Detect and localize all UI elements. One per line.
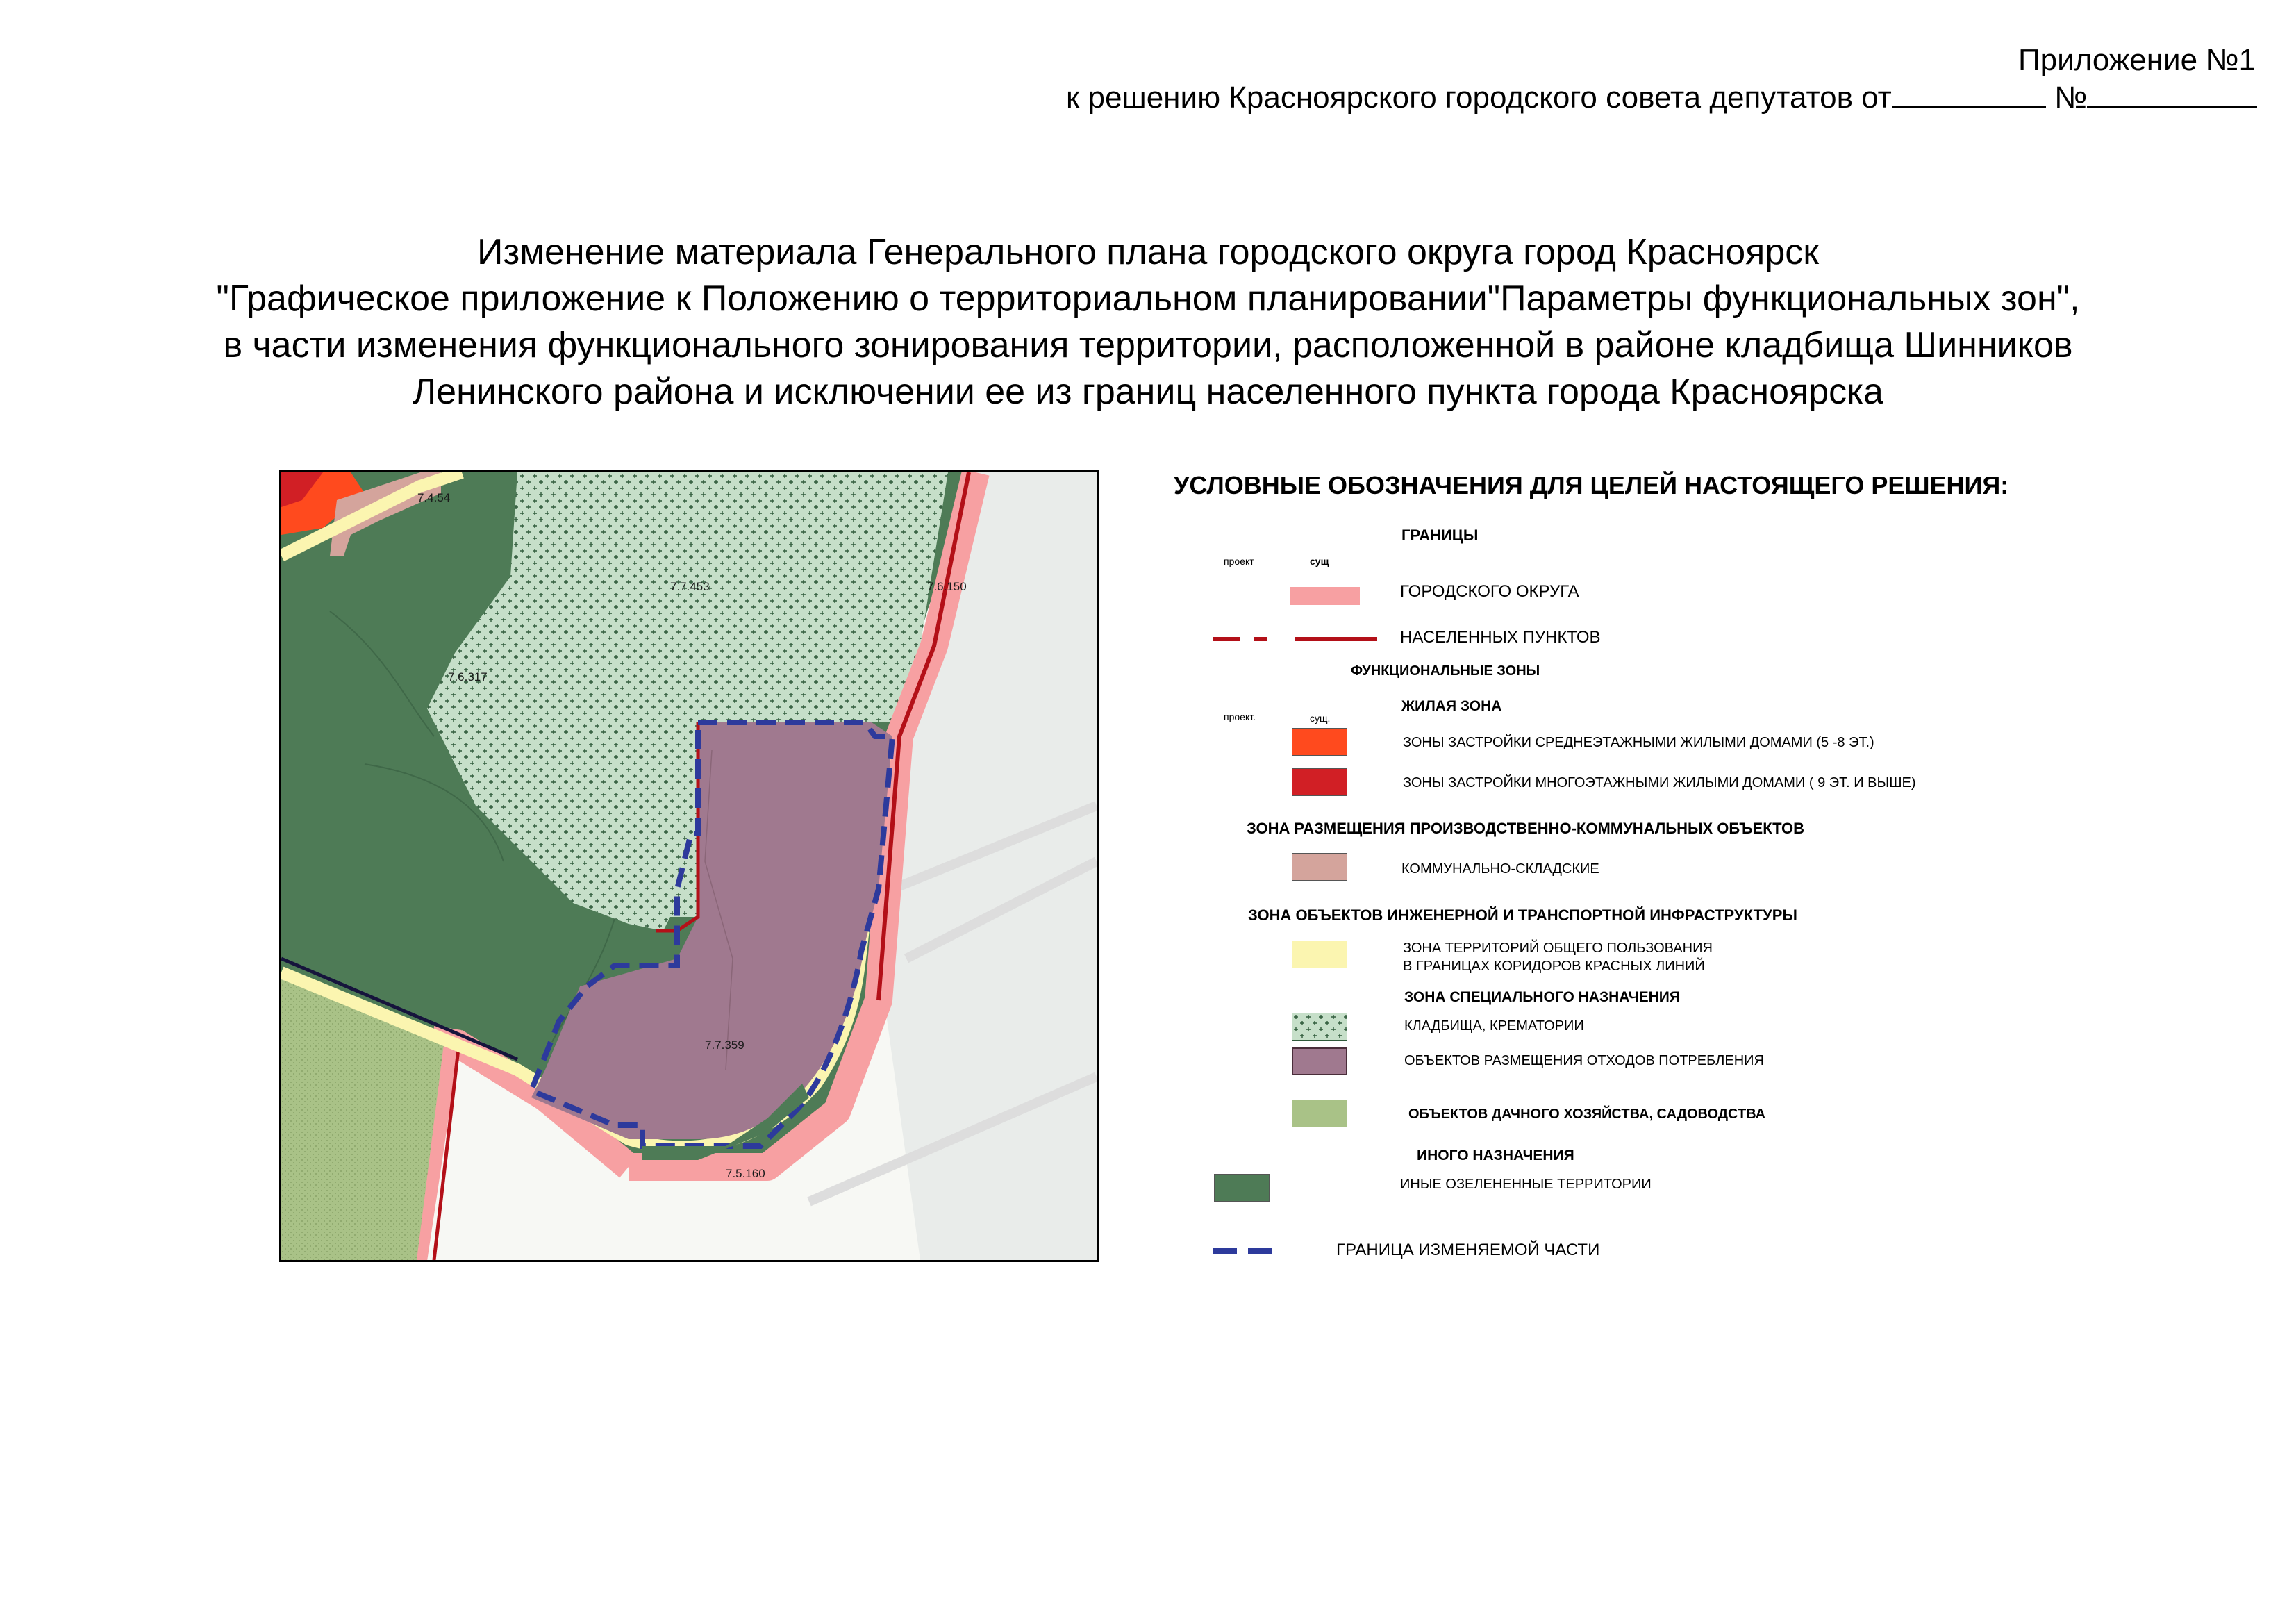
legend-swatch-waste — [1292, 1047, 1347, 1075]
legend-col-project: проект — [1224, 556, 1254, 567]
document-title — [0, 229, 2296, 415]
legend-high-rise: ЗОНЫ ЗАСТРОЙКИ МНОГОЭТАЖНЫМИ ЖИЛЫМИ ДОМАМИ ( 9 ЭТ. И ВЫШЕ) — [1403, 775, 1916, 790]
legend-change-border-line — [1212, 1245, 1274, 1257]
legend-special: ЗОНА СПЕЦИАЛЬНОГО НАЗНАЧЕНИЯ — [1404, 989, 1680, 1005]
zone-label-4: 7.6.317 — [448, 670, 488, 683]
zone-label-1: 7.4.54 — [417, 491, 451, 504]
legend-settlement-lines — [1212, 632, 1379, 646]
title-line-3: в части изменения функционального зонирования территории, расположенной в районе кладбища Шинников — [223, 325, 2073, 365]
legend-swatch-garden — [1292, 1100, 1347, 1127]
legend-green: ИНЫЕ ОЗЕЛЕНЕННЫЕ ТЕРРИТОРИИ — [1400, 1177, 1652, 1192]
legend-change-border: ГРАНИЦА ИЗМЕНЯЕМОЙ ЧАСТИ — [1336, 1241, 1600, 1259]
decision-line — [1066, 78, 2257, 115]
legend-title: УСЛОВНЫЕ ОБОЗНАЧЕНИЯ ДЛЯ ЦЕЛЕЙ НАСТОЯЩЕГО РЕШЕНИЯ: — [1174, 471, 2009, 499]
number-sign: № — [2054, 81, 2088, 115]
legend-col-project2: проект. — [1224, 711, 1256, 722]
legend-swatch-green — [1214, 1174, 1270, 1202]
legend-settlements: НАСЕЛЕННЫХ ПУНКТОВ — [1400, 628, 1601, 647]
title-line-2: "Графическое приложение к Положению о территориальном планировании"Параметры функциональных зон", — [216, 279, 2080, 319]
title-line-4: Ленинского района и исключении ее из границ населенного пункта города Красноярска — [413, 372, 1883, 412]
annex-label: Приложение №1 — [2018, 43, 2256, 77]
legend-public-line2: В ГРАНИЦАХ КОРИДОРОВ КРАСНЫХ ЛИНИЙ — [1403, 959, 1705, 974]
zoning-map — [279, 470, 1099, 1262]
title-line-1: Изменение материала Генерального плана городского округа город Красноярск — [476, 232, 1820, 272]
legend-swatch-mid-rise — [1292, 728, 1347, 756]
legend-city-district: ГОРОДСКОГО ОКРУГА — [1400, 582, 1579, 601]
legend-waste: ОБЪЕКТОВ РАЗМЕЩЕНИЯ ОТХОДОВ ПОТРЕБЛЕНИЯ — [1404, 1053, 1764, 1068]
legend-col-existing2: сущ. — [1310, 713, 1331, 724]
decision-prefix: к решению Красноярского городского совета депутатов от — [1066, 81, 1892, 115]
legend-col-existing: сущ — [1310, 556, 1329, 567]
legend-public-line1: ЗОНА ТЕРРИТОРИЙ ОБЩЕГО ПОЛЬЗОВАНИЯ — [1403, 941, 1713, 956]
legend-industrial: ЗОНА РАЗМЕЩЕНИЯ ПРОИЗВОДСТВЕННО-КОММУНАЛЬНЫХ ОБЪЕКТОВ — [1247, 820, 1805, 837]
legend-infrastructure: ЗОНА ОБЪЕКТОВ ИНЖЕНЕРНОЙ И ТРАНСПОРТНОЙ ИНФРАСТРУКТУРЫ — [1248, 906, 1797, 924]
zone-label-5: 7.7.359 — [705, 1038, 744, 1052]
legend-garden: ОБЪЕКТОВ ДАЧНОГО ХОЗЯЙСТВА, САДОВОДСТВА — [1408, 1107, 1766, 1122]
cemetery-pattern-icon — [1292, 1013, 1347, 1040]
legend-swatch-city — [1290, 587, 1360, 605]
zone-label-3: 7.6.150 — [927, 580, 967, 593]
legend-swatch-high-rise — [1292, 768, 1347, 796]
legend-communal: КОММУНАЛЬНО-СКЛАДСКИЕ — [1401, 861, 1599, 877]
legend-cemetery: КЛАДБИЩА, КРЕМАТОРИИ — [1404, 1018, 1584, 1034]
date-blank — [1892, 78, 2046, 108]
legend-other: ИНОГО НАЗНАЧЕНИЯ — [1417, 1147, 1574, 1163]
legend-swatch-communal — [1292, 853, 1347, 881]
legend-mid-rise: ЗОНЫ ЗАСТРОЙКИ СРЕДНЕЭТАЖНЫМИ ЖИЛЫМИ ДОМАМИ (5 -8 ЭТ.) — [1403, 735, 1874, 750]
legend-swatch-public — [1292, 941, 1347, 968]
legend-residential: ЖИЛАЯ ЗОНА — [1401, 698, 1502, 714]
number-blank — [2087, 78, 2257, 108]
map-canvas — [281, 472, 1097, 1260]
legend-functional-zones: ФУНКЦИОНАЛЬНЫЕ ЗОНЫ — [1351, 663, 1540, 679]
legend-boundaries-header: ГРАНИЦЫ — [1401, 527, 1479, 544]
zone-label-6: 7.5.160 — [726, 1167, 765, 1180]
zone-label-2: 7.7.453 — [670, 580, 710, 593]
legend-swatch-cemetery — [1292, 1013, 1347, 1041]
